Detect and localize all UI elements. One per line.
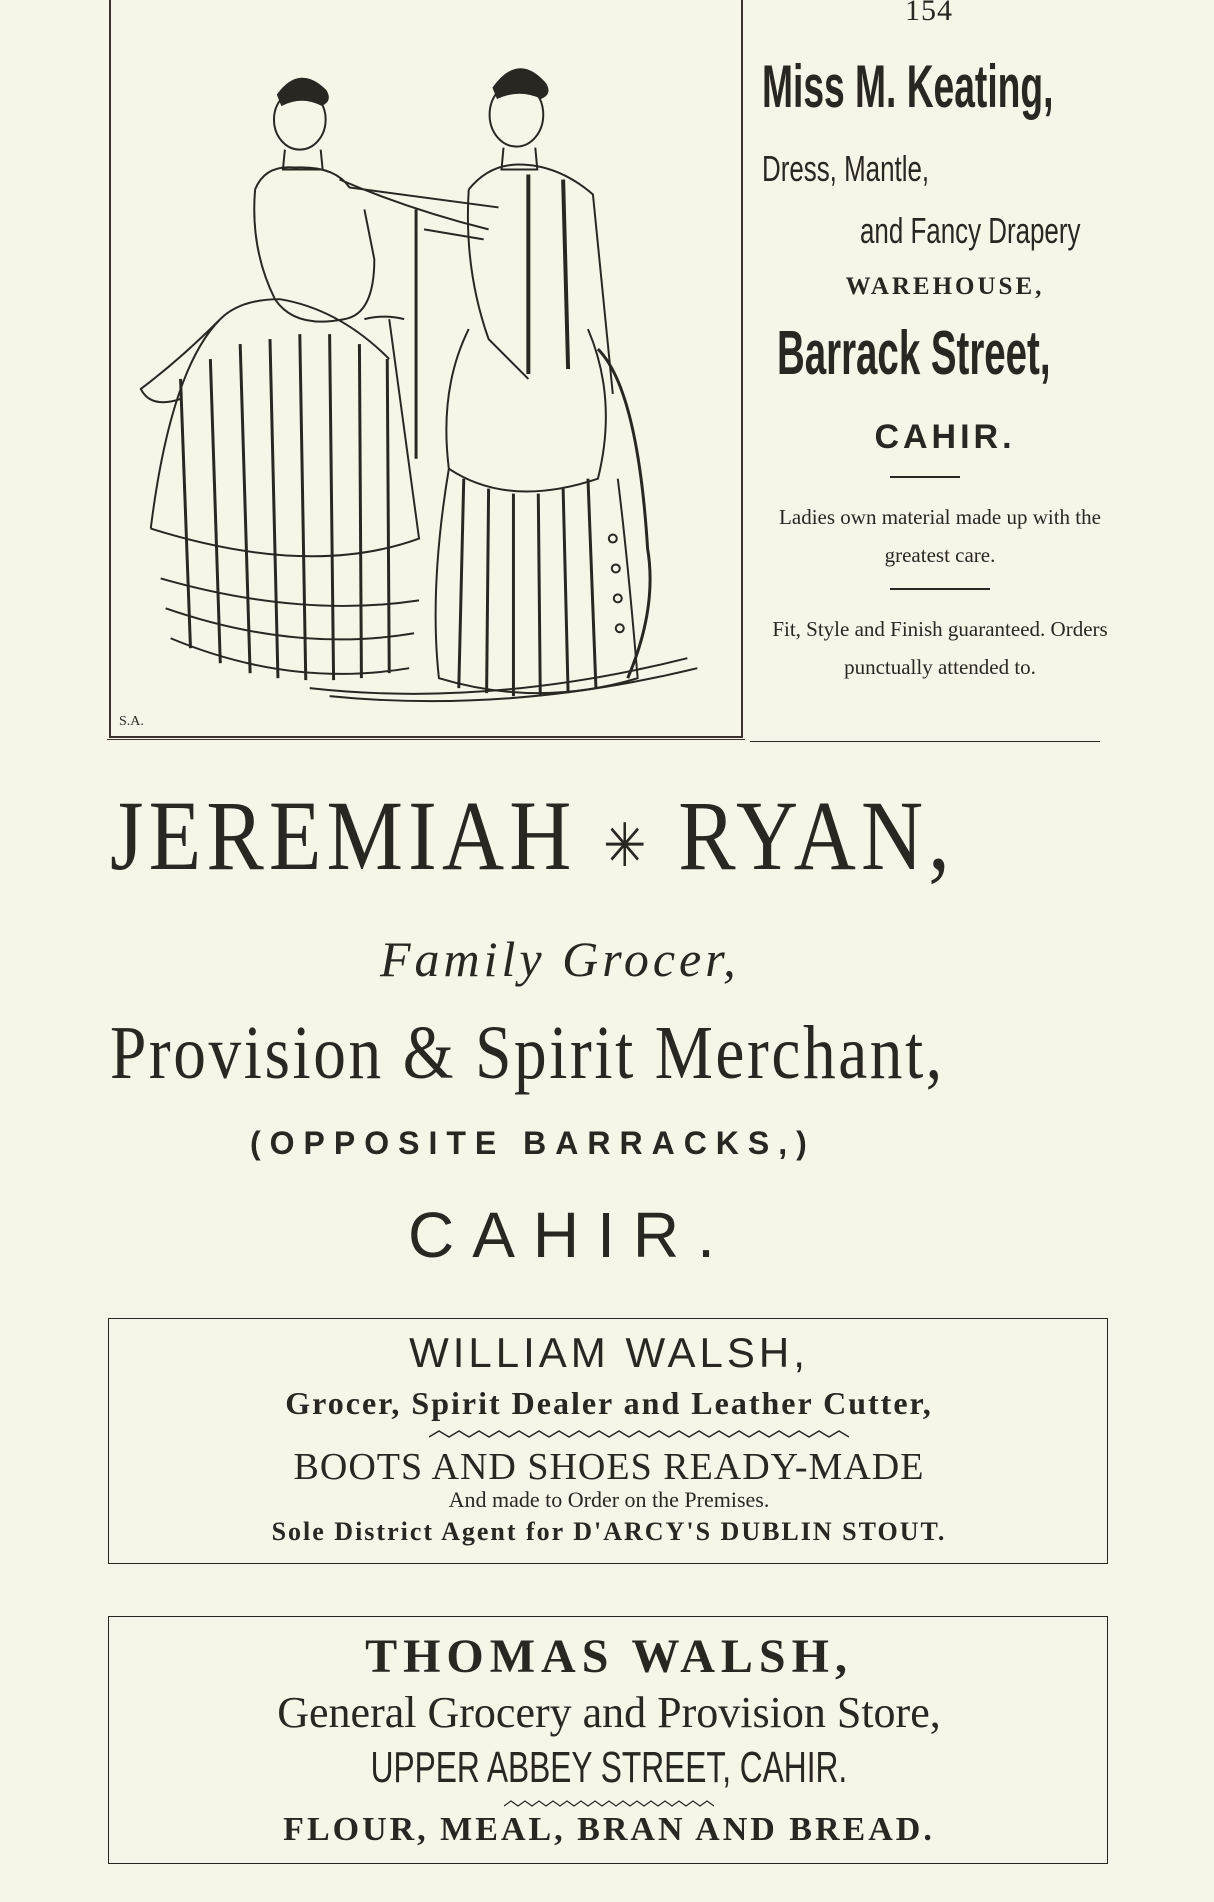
ryan-first-name: JEREMIAH bbox=[110, 780, 577, 891]
asterisk-ornament-icon: ✳ bbox=[603, 813, 652, 880]
tw-description: General Grocery and Provision Store, bbox=[277, 1688, 941, 1737]
tw-name: THOMAS WALSH, bbox=[365, 1630, 853, 1683]
keating-line1: Dress, Mantle, bbox=[762, 148, 930, 189]
keating-note-fit: Fit, Style and Finish guaranteed. Orders punctually attended to. bbox=[772, 617, 1108, 679]
ww-agent: Sole District Agent for D'ARCY'S DUBLIN STOUT. bbox=[271, 1517, 947, 1546]
ryan-name bbox=[110, 778, 970, 893]
page-number: 154 bbox=[905, 0, 953, 27]
ww-name: WILLIAM WALSH, bbox=[409, 1329, 809, 1376]
ryan-town: CAHIR. bbox=[408, 1199, 733, 1271]
ww-order: And made to Order on the Premises. bbox=[448, 1487, 770, 1512]
illustration-frame bbox=[109, 0, 743, 738]
wavy-rule-icon bbox=[429, 1429, 849, 1445]
keating-advert bbox=[750, 40, 1140, 740]
tw-goods: FLOUR, MEAL, BRAN AND BREAD. bbox=[283, 1811, 935, 1848]
ryan-subtitle: Family Grocer, bbox=[380, 931, 740, 987]
keating-town: CAHIR. bbox=[874, 418, 1016, 456]
keating-name: Miss M. Keating, bbox=[762, 53, 1054, 120]
ryan-last-name: RYAN, bbox=[678, 780, 955, 891]
tw-street bbox=[109, 1743, 1109, 1793]
ryan-location: (OPPOSITE BARRACKS,) bbox=[250, 1125, 816, 1161]
keating-line2: and Fancy Drapery bbox=[860, 210, 1081, 251]
keating-warehouse: WAREHOUSE, bbox=[845, 273, 1045, 300]
thomas-walsh-advert bbox=[108, 1616, 1108, 1864]
divider bbox=[890, 588, 990, 590]
artist-signature: S.A. bbox=[119, 714, 144, 729]
ryan-trade: Provision & Spirit Merchant, bbox=[110, 1011, 945, 1095]
divider bbox=[890, 476, 960, 478]
keating-note-material: Ladies own material made up with the greatest care. bbox=[779, 505, 1101, 567]
divider bbox=[750, 741, 1100, 742]
tw-street-text: UPPER ABBEY STREET, CAHIR. bbox=[370, 1743, 848, 1792]
ww-boots: BOOTS AND SHOES READY-MADE bbox=[293, 1446, 925, 1488]
two-ladies-illustration bbox=[111, 0, 741, 736]
keating-street: Barrack Street, bbox=[777, 319, 1051, 388]
william-walsh-advert bbox=[108, 1318, 1108, 1564]
ww-description: Grocer, Spirit Dealer and Leather Cutter, bbox=[285, 1385, 933, 1421]
